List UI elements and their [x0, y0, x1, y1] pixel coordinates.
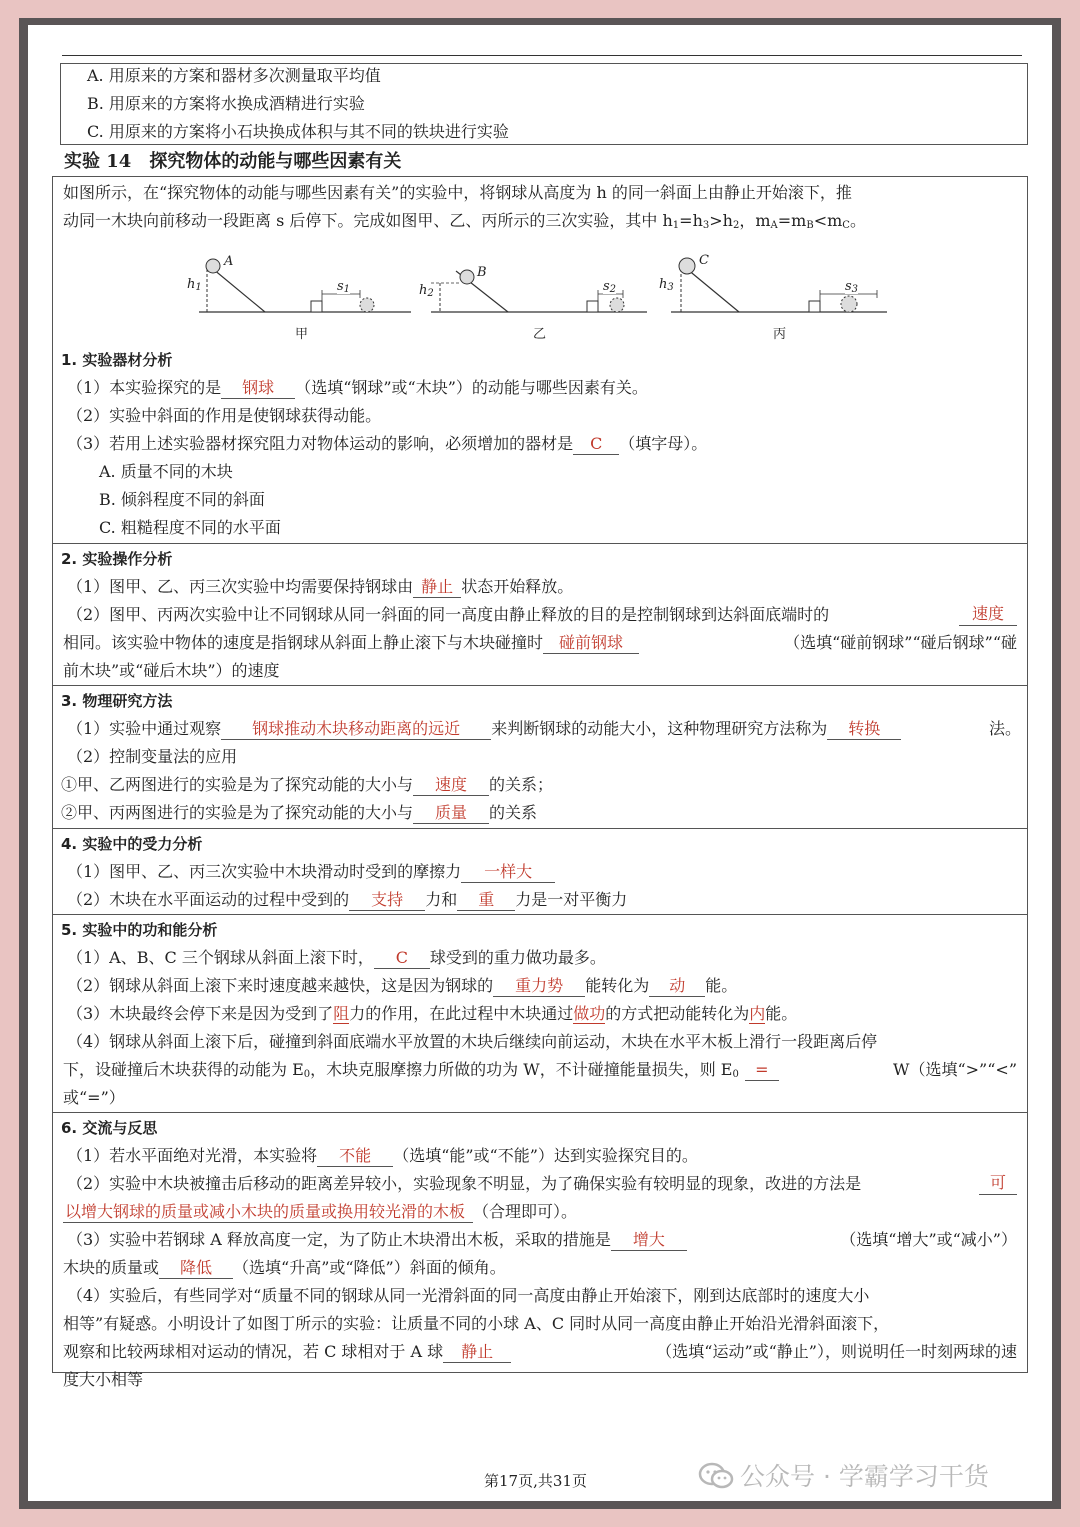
s3-q1: （1）实验中通过观察 钢球推动木块移动距离的远近 来判断钢球的动能大小，这种物理研究方法称为 转换 法。 — [67, 719, 1021, 738]
intro-line-2: 动同一木块向前移动一段距离 s 后停下。完成如图甲、乙、丙所示的三次实验，其中 $h_1=h_3>h_2$，$m_A=m_B<m_C$。 — [63, 211, 866, 231]
ball-a-label: A — [224, 254, 234, 269]
s6-q4-b: 相等”有疑惑。小明设计了如图丁所示的实验：让质量不同的小球 A、C 同时从同一高度由静止开始沿光滑斜面滚下， — [63, 1314, 890, 1333]
answer-blank: 转换 — [827, 719, 901, 740]
option-c: C. 用原来的方案将小石块换成体积与其不同的铁块进行实验 — [87, 122, 509, 141]
answer-inline: 做功 — [573, 1004, 606, 1023]
s1-option-c: C. 粗糙程度不同的水平面 — [99, 518, 281, 537]
section-5-title: 5. 实验中的功和能分析 — [61, 921, 218, 939]
intro-text-1: 如图所示，在“探究物体的动能与哪些因素有关”的实验中，将钢球从高度为 h 的同一斜面上由静止开始滚下，推 — [63, 183, 852, 202]
divider — [53, 828, 1027, 829]
answer-blank: 静止 — [413, 577, 461, 598]
s5-q2: （2）钢球从斜面上滚下来时速度越来越快，这是因为钢球的 重力势 能转化为 动 能。 — [67, 976, 738, 995]
previous-options-box — [60, 63, 1028, 145]
answer-blank: 速度 — [959, 604, 1017, 626]
section-3-title: 3. 物理研究方法 — [61, 692, 173, 710]
s1-label: $s_1$ — [337, 279, 351, 295]
answer-blank: 重力势 — [493, 976, 585, 997]
h2-label: $h_2$ — [419, 283, 434, 299]
s5-q1: （1）A、B、C 三个钢球从斜面上滚下时， C 球受到的重力做功最多。 — [67, 948, 606, 967]
s6-q4-end: 度大小相等 — [63, 1370, 144, 1389]
answer-blank: 碰前钢球 — [543, 633, 639, 654]
s6-q3: （3）实验中若钢球 A 释放高度一定，为了防止木块滑出木板，采取的措施是 增大 （选填“增大”或“减小”） — [67, 1230, 1017, 1249]
answer-blank: 降低 — [159, 1258, 233, 1279]
intro-line-1 — [63, 182, 1015, 204]
watermark — [698, 1457, 989, 1493]
watermark-text: 公众号 · 学霸学习干货 — [740, 1462, 989, 1491]
answer-blank: 钢球推动木块移动距离的远近 — [221, 719, 491, 740]
s5-q4-end: 或“=”） — [63, 1088, 125, 1107]
h3-label: $h_3$ — [659, 277, 674, 293]
answer-blank: 可 — [979, 1173, 1017, 1195]
answer-blank: 支持 — [349, 890, 425, 911]
diagram-jia — [185, 254, 415, 342]
s1-option-b: B. 倾斜程度不同的斜面 — [99, 490, 265, 509]
s6-q2: （2）实验中木块被撞击后移动的距离差异较小，实验现象不明显，为了确保实验有较明显的现象，改进的方法是 可 — [67, 1173, 1017, 1195]
page-number: 第17页,共31页 — [484, 1472, 587, 1490]
answer-blank: 增大 — [611, 1230, 687, 1251]
s4-q2: （2）木块在水平面运动的过程中受到的 支持 力和 重 力是一对平衡力 — [67, 890, 628, 909]
s6-q3-cont: 木块的质量或 降低 （选填“升高”或“降低”）斜面的倾角。 — [63, 1258, 506, 1277]
s3-q2a: ①甲、乙两图进行的实验是为了探究动能的大小与 速度 的关系； — [61, 775, 554, 794]
caption-bing: 丙 — [773, 327, 787, 342]
s1-q3: （3）若用上述实验器材探究阻力对物体运动的影响，必须增加的器材是 C （填字母）。 — [67, 434, 708, 453]
divider — [53, 914, 1027, 915]
section-1-title: 1. 实验器材分析 — [61, 351, 173, 369]
s3-label: $s_3$ — [845, 279, 859, 295]
s6-q1: （1）若水平面绝对光滑，本实验将 不能 （选填“能”或“不能”）达到实验探究目的。 — [67, 1146, 698, 1165]
caption-yi: 乙 — [533, 327, 547, 342]
answer-blank: 动 — [649, 976, 705, 997]
section-6-title: 6. 交流与反思 — [61, 1119, 158, 1137]
s6-q4: （4）实验后，有些同学对“质量不同的钢球从同一光滑斜面的同一高度由静止开始滚下，刚到达底部时的速度大小 — [67, 1286, 870, 1305]
answer-blank: 质量 — [413, 803, 489, 824]
answer-blank: 钢球 — [221, 378, 295, 399]
diagram-yi — [419, 257, 651, 342]
answer-inline: 阻 — [333, 1004, 350, 1023]
s2-q2-cont: 相同。该实验中物体的速度是指钢球从斜面上静止滚下与木块碰撞时 碰前钢球 （选填“碰前钢球”“碰后钢球”“碰 — [63, 633, 1017, 652]
s2-label: $s_2$ — [603, 279, 617, 295]
document-page — [28, 25, 1052, 1501]
s5-q3: （3）木块最终会停下来是因为受到了阻力的作用，在此过程中木块通过做功的方式把动能转化为内能。 — [67, 1004, 798, 1023]
s6-q2-cont: 以增大钢球的质量或减小木块的质量或换用较光滑的木板 （合理即可）。 — [65, 1202, 578, 1221]
ball-b-label: B — [477, 265, 487, 280]
h1-label: $h_1$ — [187, 277, 202, 293]
answer-blank: 以增大钢球的质量或减小木块的质量或换用较光滑的木板 — [63, 1202, 473, 1223]
answer-blank: C — [573, 434, 619, 455]
s5-q4-cont: 下，设碰撞后木块获得的动能为 $E_0$，木块克服摩擦力所做的功为 W，不计碰撞能量损失，则 $E_0$ = W（选填“>”“<” — [63, 1060, 1017, 1080]
option-a: A. 用原来的方案和器材多次测量取平均值 — [87, 66, 381, 85]
s3-q2: （2）控制变量法的应用 — [67, 747, 238, 766]
s1-option-a: A. 质量不同的木块 — [99, 462, 233, 481]
section-4-title: 4. 实验中的受力分析 — [61, 835, 203, 853]
answer-inline: 内 — [749, 1004, 766, 1023]
experiment-box — [52, 176, 1028, 1389]
experiment-heading: 实验 14 探究物体的动能与哪些因素有关 — [64, 151, 402, 172]
ball-c-label: C — [699, 253, 709, 268]
diagram-bing — [659, 253, 891, 342]
s5-q4: （4）钢球从斜面上滚下后，碰撞到斜面底端水平放置的木块后继续向前运动，木块在水平木板上滑行一段距离后停 — [67, 1032, 878, 1051]
divider — [53, 1112, 1027, 1113]
answer-blank: 不能 — [317, 1146, 393, 1167]
answer-blank: C — [374, 948, 430, 969]
s2-q2-end: 前木块”或“碰后木块”）的速度 — [63, 661, 280, 680]
s3-q2b: ②甲、丙两图进行的实验是为了探究动能的大小与 质量 的关系 — [61, 803, 538, 822]
option-b: B. 用原来的方案将水换成酒精进行实验 — [87, 94, 365, 113]
s1-q2: （2）实验中斜面的作用是使钢球获得动能。 — [67, 406, 382, 425]
divider — [53, 543, 1027, 544]
top-rule — [62, 55, 1022, 56]
answer-blank: = — [745, 1060, 779, 1081]
section-2-title: 2. 实验操作分析 — [61, 550, 173, 568]
caption-jia: 甲 — [295, 327, 309, 342]
answer-blank: 一样大 — [461, 862, 555, 883]
s2-q1: （1）图甲、乙、丙三次实验中均需要保持钢球由 静止 状态开始释放。 — [67, 577, 574, 596]
answer-blank: 速度 — [413, 775, 489, 796]
divider — [53, 685, 1027, 686]
s6-q4-c: 观察和比较两球相对运动的情况，若 C 球相对于 A 球 静止 （选填“运动”或“静止”），则说明任一时刻两球的速 — [63, 1342, 1017, 1361]
s1-q1: （1）本实验探究的是 钢球 （选填“钢球”或“木块”）的动能与哪些因素有关。 — [67, 378, 648, 397]
wechat-icon — [698, 1462, 734, 1490]
s4-q1: （1）图甲、乙、丙三次实验中木块滑动时受到的摩擦力 一样大 — [67, 861, 555, 883]
answer-blank: 静止 — [443, 1342, 511, 1363]
answer-blank: 重 — [457, 890, 515, 911]
page-frame — [19, 18, 1061, 1509]
s2-q2: （2）图甲、丙两次实验中让不同钢球从同一斜面的同一高度由静止释放的目的是控制钢球到达斜面底端时的 速度 — [67, 604, 1017, 626]
